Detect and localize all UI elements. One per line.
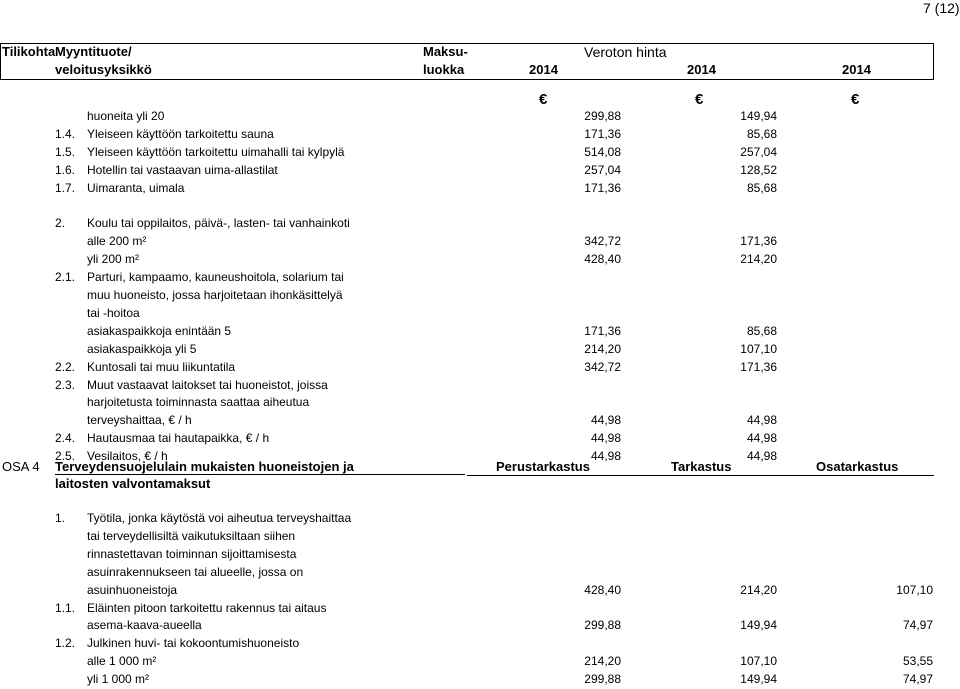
row-value-3: 74,97 bbox=[902, 672, 933, 687]
row-description: Vesilaitos, € / h bbox=[87, 449, 168, 464]
row-code: 2.4. bbox=[55, 431, 76, 446]
osa-col-tarkastus: Tarkastus bbox=[671, 459, 732, 474]
row-value-1: 214,20 bbox=[584, 341, 621, 356]
table-row bbox=[0, 618, 960, 635]
header-tilikohta: Tilikohta bbox=[2, 44, 56, 59]
osa-title-line1: Terveydensuojelulain mukaisten huoneistojen ja bbox=[55, 459, 465, 475]
table-row bbox=[0, 342, 960, 359]
row-value-1: 171,36 bbox=[584, 323, 621, 338]
row-code: 1. bbox=[55, 511, 66, 525]
row-value-1: 44,98 bbox=[590, 431, 621, 446]
row-code: 2.3. bbox=[55, 377, 76, 392]
table-row bbox=[0, 234, 960, 251]
row-description: Eläinten pitoon tarkoitettu rakennus tai aitaus bbox=[87, 600, 327, 615]
row-description: yli 1 000 m² bbox=[87, 672, 150, 687]
table-row bbox=[0, 324, 960, 341]
table-row bbox=[0, 547, 960, 564]
row-value-2: 149,94 bbox=[740, 109, 777, 123]
osa-col-perustarkastus: Perustarkastus bbox=[496, 459, 590, 474]
table-row bbox=[0, 181, 960, 198]
row-code: 2.5. bbox=[55, 449, 76, 464]
table-row bbox=[0, 270, 960, 287]
row-description: asuinhuoneistoja bbox=[87, 582, 178, 597]
row-description: Hautausmaa tai hautapaikka, € / h bbox=[87, 431, 270, 446]
row-description: terveyshaittaa, € / h bbox=[87, 413, 192, 428]
row-code: 2.2. bbox=[55, 359, 76, 374]
row-description: Koulu tai oppilaitos, päivä-, lasten- tai vanhainkoti bbox=[87, 216, 350, 231]
table-row bbox=[0, 109, 960, 126]
table-row bbox=[0, 306, 960, 323]
row-value-1: 342,72 bbox=[584, 359, 621, 374]
row-description: Työtila, jonka käytöstä voi aiheutua terveyshaittaa bbox=[87, 511, 352, 525]
table-row bbox=[0, 288, 960, 305]
row-description: Uimaranta, uimala bbox=[87, 180, 185, 195]
row-value-1: 299,88 bbox=[584, 618, 621, 633]
table-row bbox=[0, 145, 960, 162]
row-description: Julkinen huvi- tai kokoontumishuoneisto bbox=[87, 636, 300, 651]
row-description: Muut vastaavat laitokset tai huoneistot, joissa bbox=[87, 377, 328, 392]
row-value-2: 149,94 bbox=[740, 618, 777, 633]
osa-col-osatarkastus: Osatarkastus bbox=[816, 459, 899, 474]
page-number: 7 (12) bbox=[923, 0, 960, 16]
row-description: alle 200 m² bbox=[87, 234, 147, 249]
row-value-1: 342,72 bbox=[584, 234, 621, 249]
row-description: huoneita yli 20 bbox=[87, 109, 165, 123]
row-value-1: 257,04 bbox=[584, 162, 621, 177]
row-value-1: 171,36 bbox=[584, 180, 621, 195]
row-code: 2. bbox=[55, 216, 66, 231]
header-year-1: 2014 bbox=[529, 62, 558, 77]
row-value-1: 299,88 bbox=[584, 109, 621, 123]
row-value-2: 107,10 bbox=[740, 341, 777, 356]
currency-symbol-1: € bbox=[539, 91, 548, 108]
row-description: yli 200 m² bbox=[87, 252, 140, 267]
row-code: 2.1. bbox=[55, 270, 76, 285]
row-value-1: 428,40 bbox=[584, 252, 621, 267]
row-code: 1.7. bbox=[55, 180, 76, 195]
row-value-2: 257,04 bbox=[740, 144, 777, 159]
table-row bbox=[0, 511, 960, 528]
table-row bbox=[0, 360, 960, 377]
table-row bbox=[0, 216, 960, 233]
table-row bbox=[0, 529, 960, 546]
row-description: Kuntosali tai muu liikuntatila bbox=[87, 359, 236, 374]
row-description: rinnastettavan toiminnan sijoittamisesta bbox=[87, 546, 297, 561]
row-value-1: 44,98 bbox=[590, 449, 621, 464]
table-row bbox=[0, 395, 960, 412]
row-value-2: 128,52 bbox=[740, 162, 777, 177]
table-header bbox=[0, 43, 934, 80]
table-row bbox=[0, 601, 960, 618]
table-row bbox=[0, 636, 960, 653]
row-value-2: 44,98 bbox=[746, 413, 777, 428]
row-value-2: 149,94 bbox=[740, 672, 777, 687]
header-product-line1: Myyntituote/ bbox=[55, 44, 132, 59]
row-description: muu huoneisto, jossa harjoitetaan ihonkäsittelyä bbox=[87, 288, 343, 302]
row-description: asiakaspaikkoja enintään 5 bbox=[87, 323, 232, 338]
row-description: Yleiseen käyttöön tarkoitettu uimahalli tai kylpylä bbox=[87, 144, 345, 159]
row-value-2: 214,20 bbox=[740, 252, 777, 267]
table-row bbox=[0, 252, 960, 269]
row-value-1: 299,88 bbox=[584, 672, 621, 687]
row-value-2: 171,36 bbox=[740, 359, 777, 374]
table-row bbox=[0, 565, 960, 582]
row-value-1: 214,20 bbox=[584, 654, 621, 669]
row-description: Parturi, kampaamo, kauneushoitola, solarium tai bbox=[87, 270, 344, 285]
row-value-1: 44,98 bbox=[590, 413, 621, 428]
table-row bbox=[0, 583, 960, 600]
row-description: Hotellin tai vastaavan uima-allastilat bbox=[87, 162, 278, 177]
table-row bbox=[0, 127, 960, 144]
table-row bbox=[0, 378, 960, 395]
currency-symbol-3: € bbox=[851, 91, 860, 108]
header-class-line1: Maksu- bbox=[423, 44, 468, 59]
table-row bbox=[0, 654, 960, 671]
header-class-line2: luokka bbox=[423, 62, 465, 77]
osa-title-line2: laitosten valvontamaksut bbox=[55, 476, 211, 491]
table-row bbox=[0, 431, 960, 448]
row-description: asiakaspaikkoja yli 5 bbox=[87, 341, 197, 356]
row-value-2: 85,68 bbox=[746, 126, 777, 141]
header-year-3: 2014 bbox=[842, 62, 871, 77]
row-description: tai terveydellisiltä vaikutuksiltaan siihen bbox=[87, 528, 296, 543]
table-row bbox=[0, 199, 960, 216]
row-value-1: 171,36 bbox=[584, 126, 621, 141]
row-code: 1.4. bbox=[55, 126, 76, 141]
table-row bbox=[0, 672, 960, 689]
row-code: 1.5. bbox=[55, 144, 76, 159]
row-value-2: 85,68 bbox=[746, 180, 777, 195]
row-value-2: 44,98 bbox=[746, 431, 777, 446]
row-value-1: 514,08 bbox=[584, 144, 621, 159]
osa-label: OSA 4 bbox=[2, 459, 40, 474]
row-value-1: 428,40 bbox=[584, 582, 621, 597]
row-description: tai -hoitoa bbox=[87, 305, 140, 320]
row-value-3: 53,55 bbox=[902, 654, 933, 669]
header-price-title: Veroton hinta bbox=[584, 44, 667, 60]
row-value-2: 85,68 bbox=[746, 323, 777, 338]
header-product-line2: veloitusyksikkö bbox=[55, 62, 152, 77]
row-value-2: 44,98 bbox=[746, 449, 777, 464]
table-row bbox=[0, 413, 960, 430]
table-row bbox=[0, 163, 960, 180]
row-code: 1.2. bbox=[55, 636, 76, 651]
row-value-3: 74,97 bbox=[902, 618, 933, 633]
row-description: asuinrakennukseen tai alueelle, jossa on bbox=[87, 564, 304, 579]
row-description: Yleiseen käyttöön tarkoitettu sauna bbox=[87, 126, 274, 141]
row-description: asema-kaava-aueella bbox=[87, 618, 202, 633]
row-value-2: 107,10 bbox=[740, 654, 777, 669]
row-description: harjoitetusta toiminnasta saattaa aiheutua bbox=[87, 395, 310, 410]
currency-symbol-2: € bbox=[695, 91, 704, 108]
row-code: 1.6. bbox=[55, 162, 76, 177]
row-value-2: 214,20 bbox=[740, 582, 777, 597]
header-year-2: 2014 bbox=[687, 62, 716, 77]
row-description: alle 1 000 m² bbox=[87, 654, 157, 669]
row-code: 1.1. bbox=[55, 600, 76, 615]
row-value-3: 107,10 bbox=[896, 582, 933, 597]
row-value-2: 171,36 bbox=[740, 234, 777, 249]
